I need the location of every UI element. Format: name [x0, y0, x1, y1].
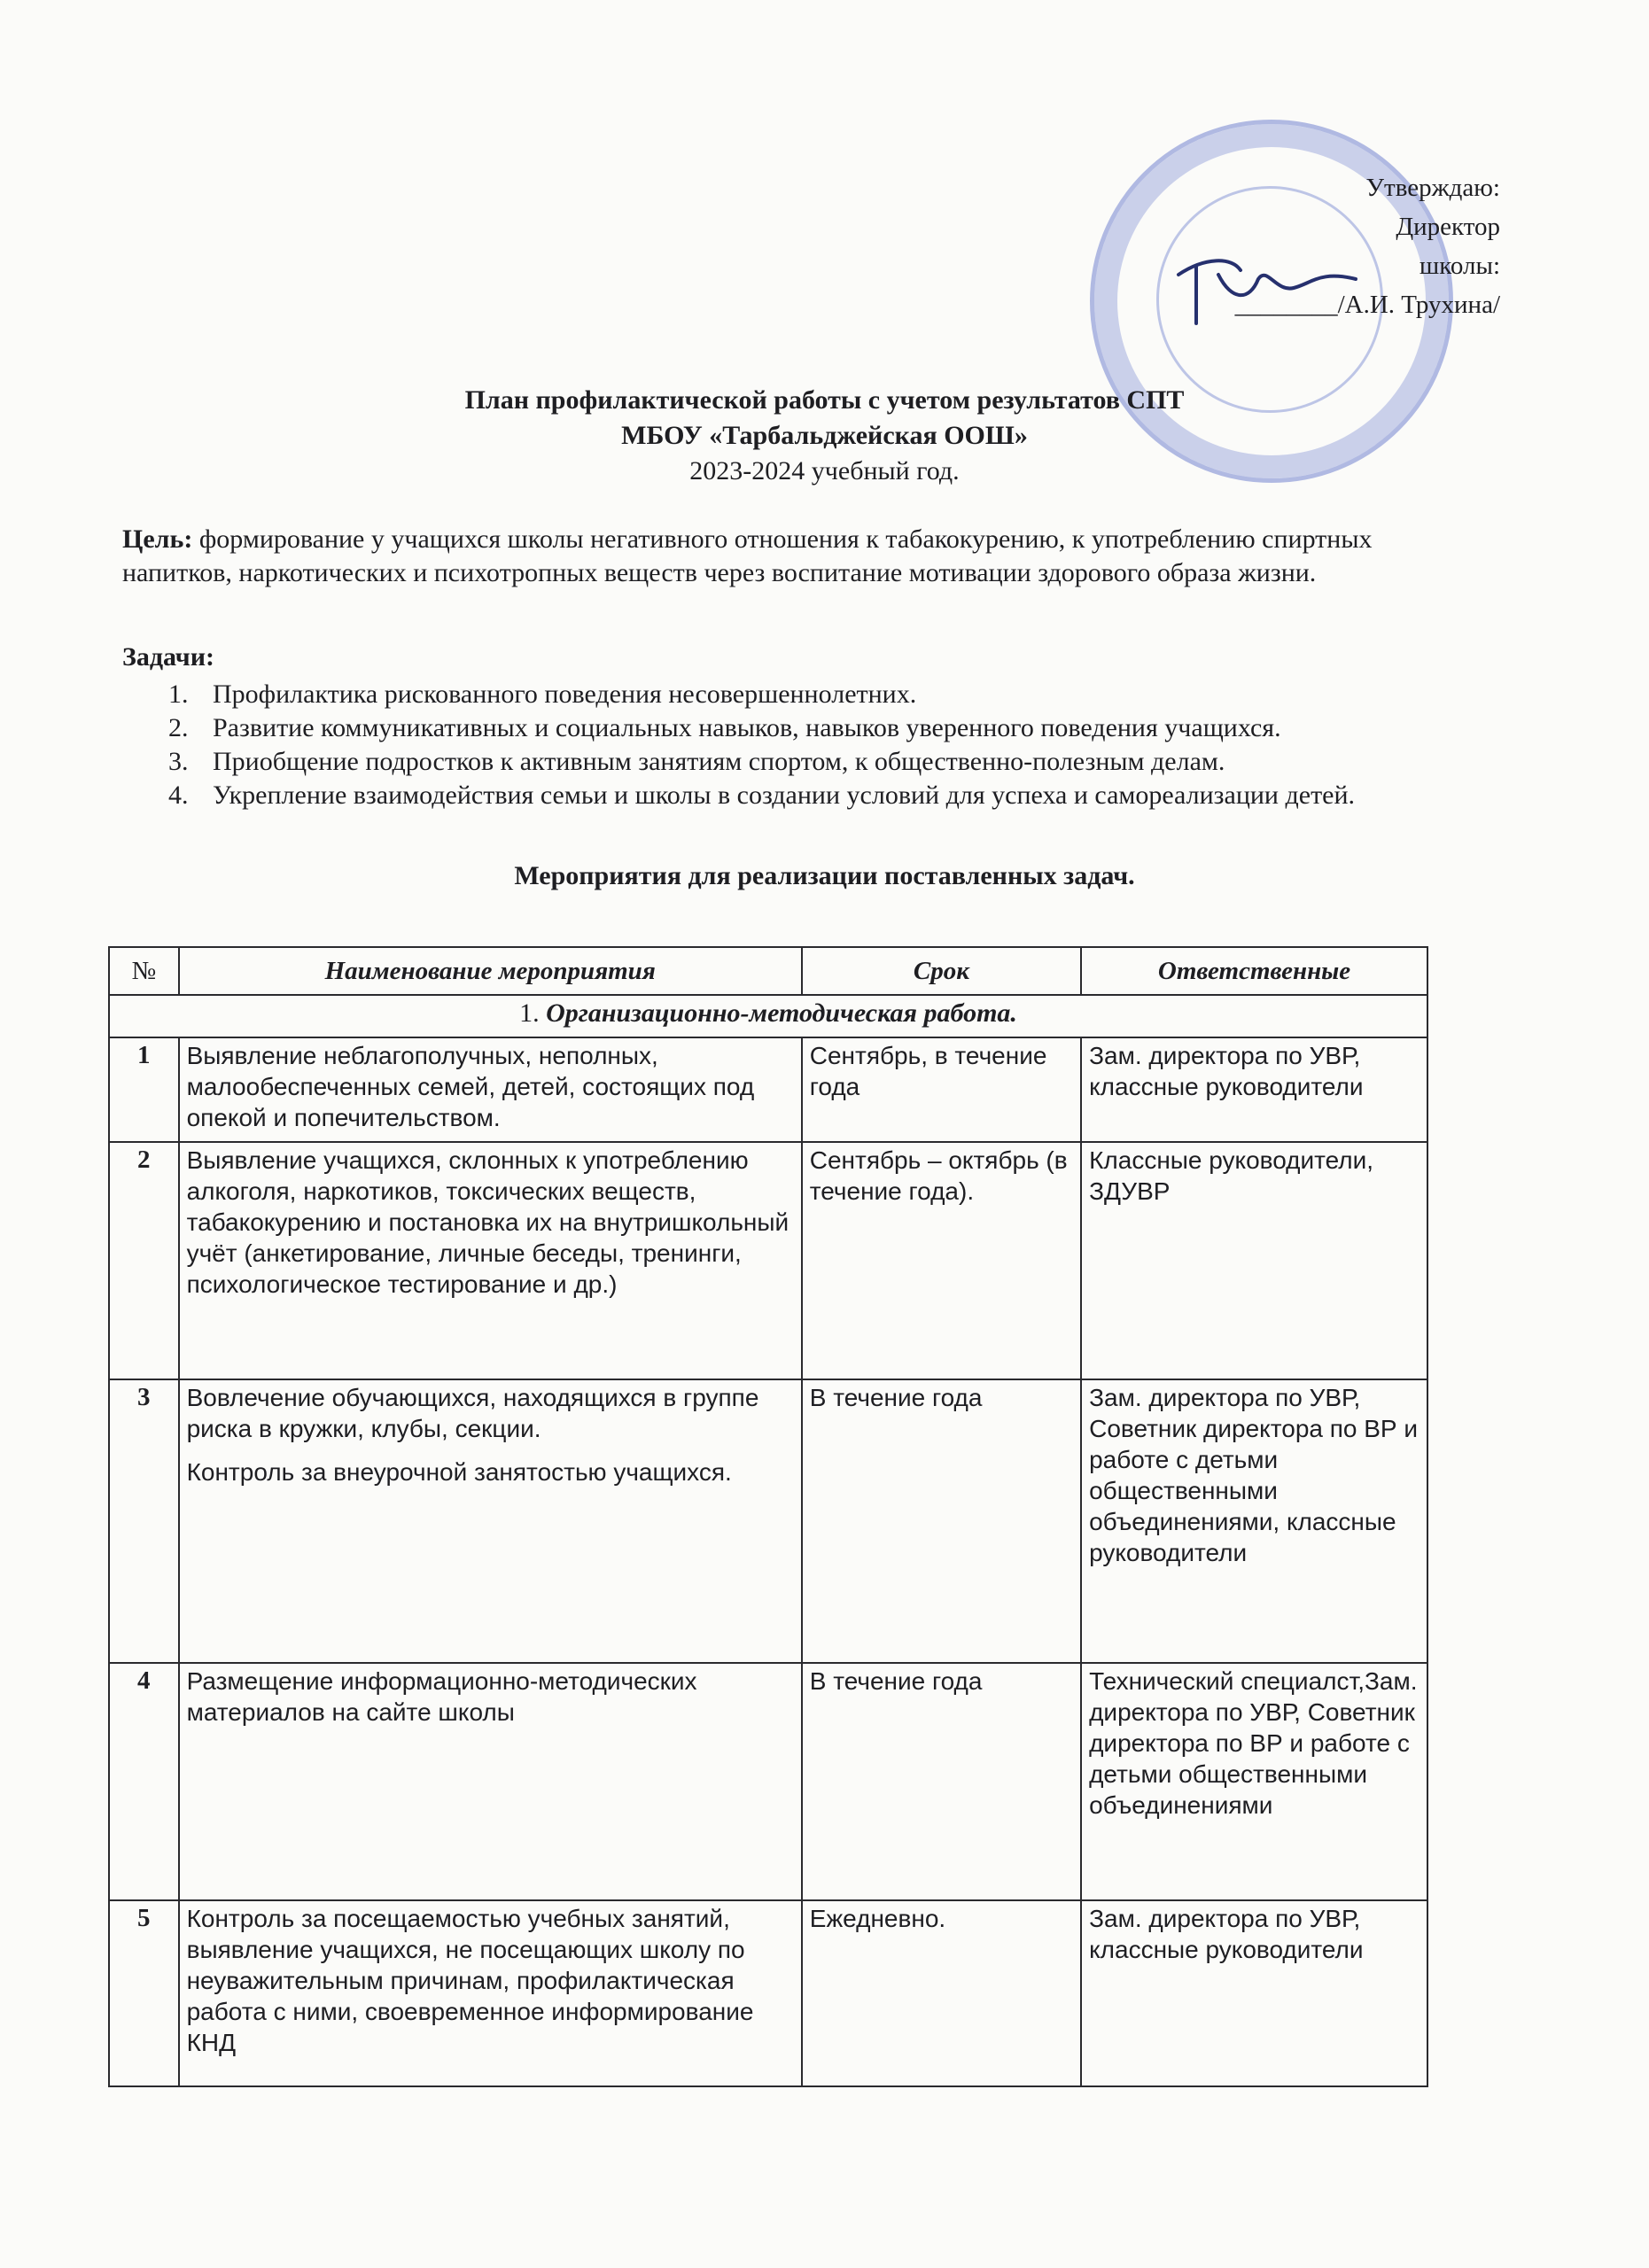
task-number: 2. — [168, 713, 189, 742]
row-responsible: Технический специалст,Зам. директора по УВР, Советник директора по ВР и работе с детьми общественными объединениями — [1081, 1663, 1427, 1900]
row-event-name-cell — [179, 1379, 802, 1663]
table-row — [109, 1900, 1427, 2086]
row-event-name: Выявление учащихся, склонных к употреблению алкоголя, наркотиков, токсических веществ, табакокурению и постановка их на внутришкольный учёт (анкетирование, личные беседы, тренинги, психологическое тестирование и др.) — [179, 1142, 802, 1379]
events-table — [108, 946, 1428, 2087]
school-name: МБОУ «Тарбальджейская ООШ» — [621, 421, 1028, 450]
task-text: Укрепление взаимодействия семьи и школы в создании условий для успеха и самореализации детей. — [213, 781, 1356, 810]
goal-paragraph — [122, 523, 1469, 590]
row-event-name: Размещение информационно-методических материалов на сайте школы — [179, 1663, 802, 1900]
row-number: 2 — [109, 1142, 179, 1379]
tasks-list — [168, 678, 1471, 812]
header-number: № — [109, 947, 179, 995]
approval-line-director: Директор — [1396, 213, 1500, 241]
school-year: 2023-2024 учебный год. — [689, 456, 960, 485]
approval-line-approve: Утверждаю: — [1365, 174, 1500, 202]
task-item — [168, 711, 1471, 745]
row-term: Сентябрь – октябрь (в течение года). — [802, 1142, 1081, 1379]
table-header-row — [109, 947, 1427, 995]
events-heading: Мероприятия для реализации поставленных задач. — [514, 861, 1135, 890]
row-number: 3 — [109, 1379, 179, 1663]
approval-line-school: школы: — [1419, 252, 1500, 280]
header-event-name: Наименование мероприятия — [179, 947, 802, 995]
row-term: Сентябрь, в течение года — [802, 1037, 1081, 1142]
row-event-name: Выявление неблагополучных, неполных, малообеспеченных семей, детей, состоящих под опекой и попечительством. — [179, 1037, 802, 1142]
row-event-name: Контроль за посещаемостью учебных занятий, выявление учащихся, не посещающих школу по неуважительным причинам, профилактическая работа с ними, своевременное информирование КНД — [179, 1900, 802, 2086]
task-item — [168, 678, 1471, 711]
row-event-subnote: Контроль за внеурочной занятостью учащихся. — [186, 1458, 732, 1486]
approval-line-signature-name: ________/А.И. Трухина/ — [1234, 291, 1500, 319]
goal-text: формирование у учащихся школы негативного отношения к табакокурению, к употреблению спиртных напитков, наркотических и психотропных веществ через воспитание мотивации здорового образа жизни. — [122, 524, 1373, 587]
row-term: Ежедневно. — [802, 1900, 1081, 2086]
approval-block — [1181, 168, 1500, 324]
row-number: 4 — [109, 1663, 179, 1900]
row-term: В течение года — [802, 1379, 1081, 1663]
table-row — [109, 1663, 1427, 1900]
document-title: План профилактической работы с учетом результатов СПТ — [464, 385, 1185, 415]
goal-label: Цель: — [122, 524, 193, 554]
section-title-cell — [109, 995, 1427, 1037]
table-row — [109, 1379, 1427, 1663]
task-number: 4. — [168, 781, 189, 810]
row-event-name: Вовлечение обучающихся, находящихся в группе риска в кружки, клубы, секции. — [186, 1384, 759, 1442]
row-term: В течение года — [802, 1663, 1081, 1900]
table-row — [109, 1142, 1427, 1379]
task-number: 1. — [168, 680, 189, 709]
task-number: 3. — [168, 747, 189, 776]
row-responsible: Зам. директора по УВР, классные руководители — [1081, 1900, 1427, 2086]
header-responsible: Ответственные — [1081, 947, 1427, 995]
row-responsible: Классные руководители, ЗДУВР — [1081, 1142, 1427, 1379]
row-number: 1 — [109, 1037, 179, 1142]
section-number: 1. — [519, 998, 540, 1028]
task-text: Приобщение подростков к активным занятиям спортом, к общественно-полезным делам. — [213, 747, 1225, 776]
tasks-heading: Задачи: — [122, 642, 215, 672]
task-item — [168, 745, 1471, 779]
table-row — [109, 1037, 1427, 1142]
task-text: Развитие коммуникативных и социальных навыков, навыков уверенного поведения учащихся. — [213, 713, 1281, 742]
row-responsible: Зам. директора по УВР, Советник директора по ВР и работе с детьми общественными объединениями, классные руководители — [1081, 1379, 1427, 1663]
header-term: Срок — [802, 947, 1081, 995]
row-number: 5 — [109, 1900, 179, 2086]
task-item — [168, 779, 1471, 812]
row-responsible: Зам. директора по УВР, классные руководители — [1081, 1037, 1427, 1142]
section-title: Организационно-методическая работа. — [546, 998, 1017, 1028]
task-text: Профилактика рискованного поведения несовершеннолетних. — [213, 680, 917, 709]
section-row — [109, 995, 1427, 1037]
document-title-block — [0, 383, 1649, 489]
